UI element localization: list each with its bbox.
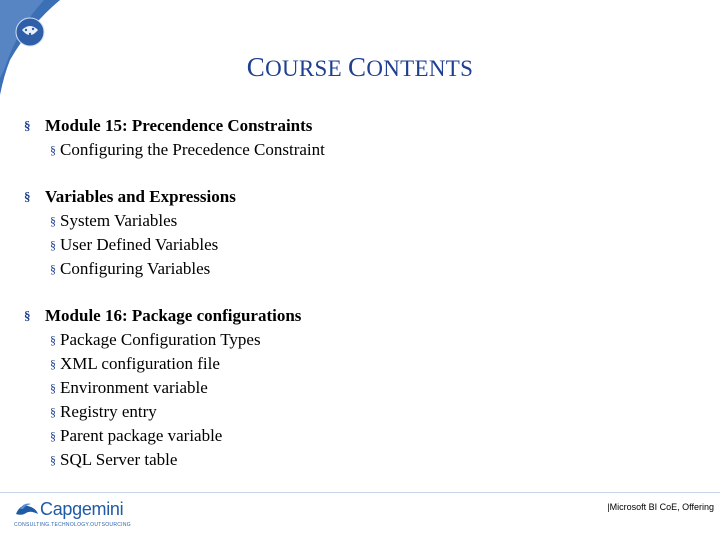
list-item: § SQL Server table bbox=[24, 448, 684, 472]
module-heading: § Module 16: Package configurations bbox=[24, 304, 684, 328]
list-item: § User Defined Variables bbox=[24, 233, 684, 257]
bullet-icon: § bbox=[50, 143, 56, 157]
bullet-icon: § bbox=[24, 118, 31, 133]
list-item: § Registry entry bbox=[24, 400, 684, 424]
bullet-icon: § bbox=[50, 381, 56, 395]
logo-tagline: CONSULTING.TECHNOLOGY.OUTSOURCING bbox=[14, 522, 131, 528]
bullet-icon: § bbox=[24, 189, 31, 204]
footer-text: |Microsoft BI CoE, Offering bbox=[607, 502, 714, 512]
module-heading: § Module 15: Precendence Constraints bbox=[24, 114, 684, 138]
footer-divider bbox=[0, 492, 720, 493]
logo-wordmark: Capgemini bbox=[40, 499, 124, 519]
bullet-icon: § bbox=[50, 333, 56, 347]
list-item: § Parent package variable bbox=[24, 424, 684, 448]
bullet-icon: § bbox=[50, 453, 56, 467]
capgemini-logo bbox=[14, 499, 132, 533]
section-variables-expressions bbox=[24, 185, 684, 281]
list-item: § Package Configuration Types bbox=[24, 328, 684, 352]
bullet-icon: § bbox=[50, 262, 56, 276]
bullet-icon: § bbox=[24, 308, 31, 323]
bullet-icon: § bbox=[50, 214, 56, 228]
contents-list bbox=[24, 114, 684, 495]
capgemini-spade-icon bbox=[14, 500, 40, 520]
bullet-icon: § bbox=[50, 405, 56, 419]
section-module-15 bbox=[24, 114, 684, 162]
list-item: § Configuring Variables bbox=[24, 257, 684, 281]
list-item: § Environment variable bbox=[24, 376, 684, 400]
page-title: COURSE CONTENTS bbox=[246, 52, 474, 82]
list-item: § XML configuration file bbox=[24, 352, 684, 376]
list-item: § System Variables bbox=[24, 209, 684, 233]
bullet-icon: § bbox=[50, 429, 56, 443]
list-item: § Configuring the Precedence Constraint bbox=[24, 138, 684, 162]
bullet-icon: § bbox=[50, 238, 56, 252]
module-heading: § Variables and Expressions bbox=[24, 185, 684, 209]
bullet-icon: § bbox=[50, 357, 56, 371]
section-module-16 bbox=[24, 304, 684, 472]
